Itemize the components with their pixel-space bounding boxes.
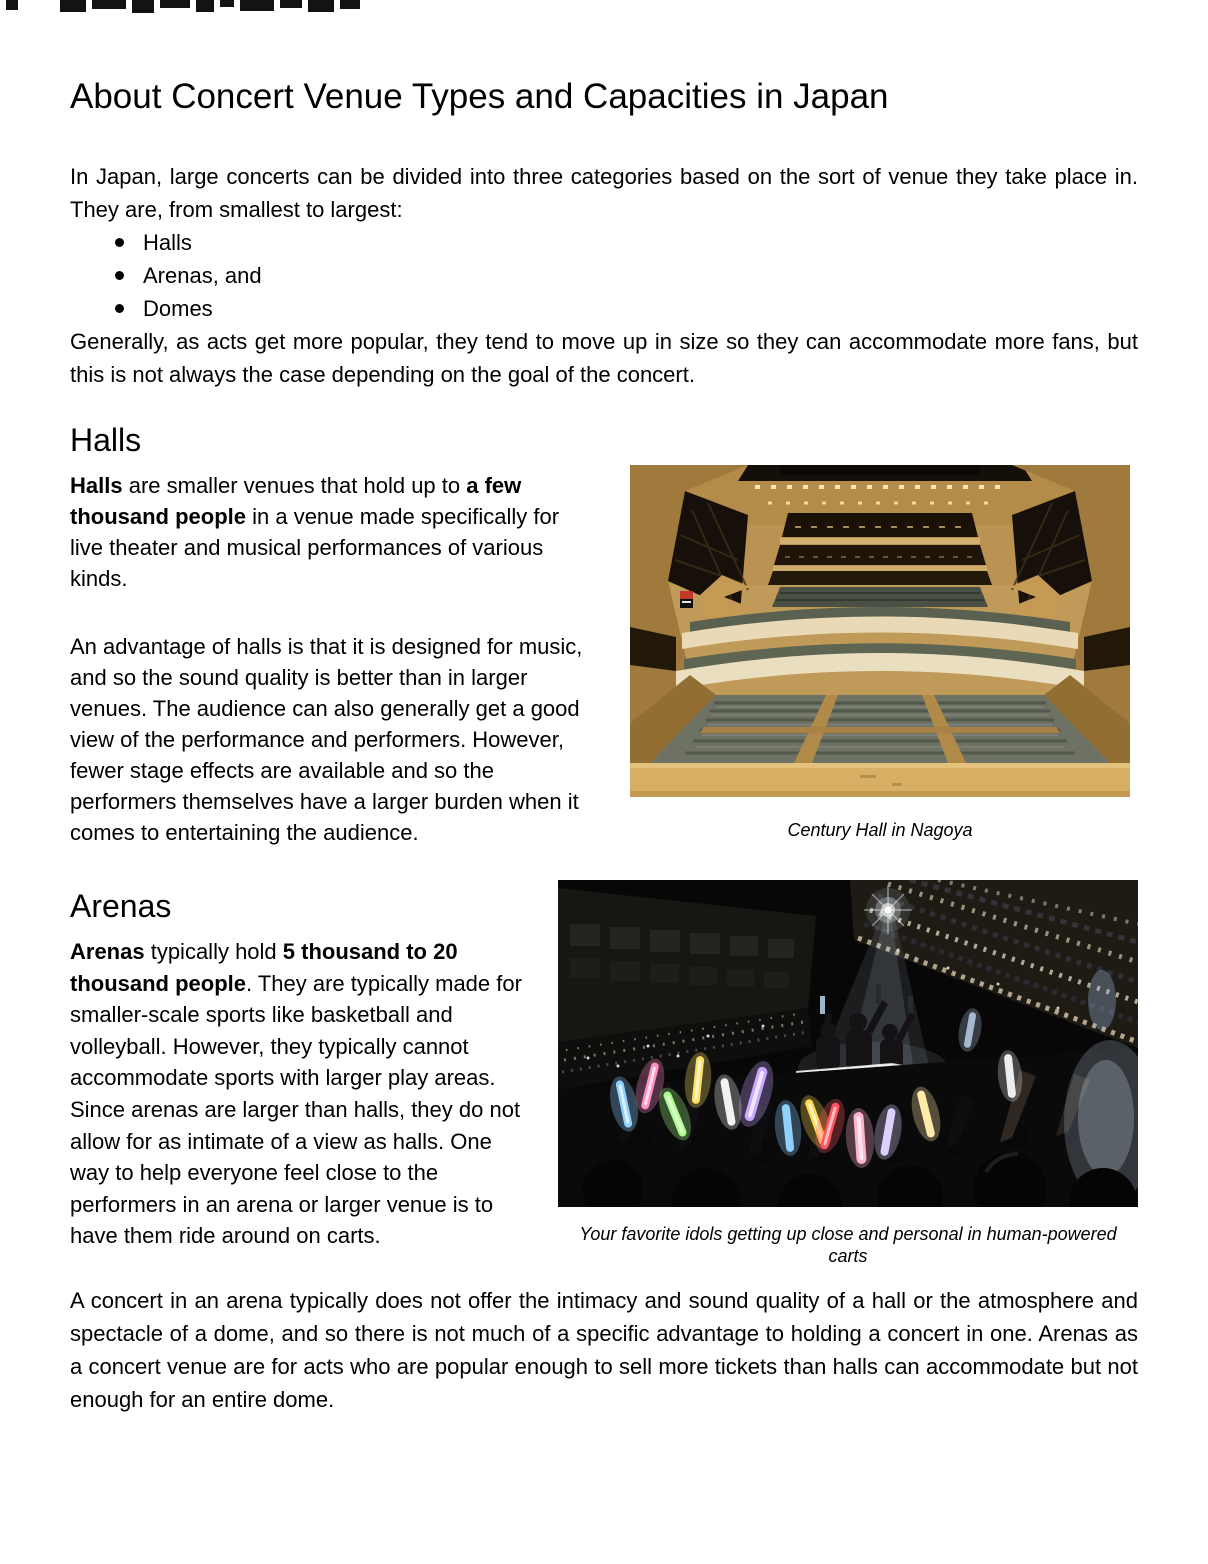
- document-title: About Concert Venue Types and Capacities in Japan: [70, 77, 889, 116]
- halls-paragraph-1: [70, 470, 586, 594]
- intro-paragraph-1: In Japan, large concerts can be divided into three categories based on the sort of venue they take place in. They are, from smallest to largest:: [70, 164, 1138, 222]
- arenas-paragraph-1: [70, 936, 522, 1252]
- arenas-heading: Arenas: [70, 888, 172, 924]
- list-item-label: Arenas, and: [143, 263, 262, 288]
- intro-section: [70, 160, 1138, 391]
- halls-paragraph-2: An advantage of halls is that it is designed for music, and so the sound quality is better than in larger venues. The audience can also generally get a good view of the performance and performers. However, fewer stage effects are available and so the performers themselves have a larger burden when it comes to entertaining the audience.: [70, 634, 583, 845]
- hall-photo-illustration: [630, 465, 1130, 797]
- halls-bold-capacity: a few thousand people: [70, 473, 522, 529]
- intro-paragraph-2: Generally, as acts get more popular, they tend to move up in size so they can accommodate more fans, but this is not always the case depending on the goal of the concert.: [70, 329, 1138, 387]
- halls-heading: Halls: [70, 422, 142, 458]
- arenas-bold-term: Arenas: [70, 939, 145, 964]
- halls-text-run: in a venue made specifically for live theater and musical performances of various kinds.: [70, 504, 560, 591]
- page-top-artifact: [0, 0, 1208, 16]
- arena-caption: Your favorite idols getting up close and personal in human-powered carts: [579, 1224, 1117, 1266]
- list-item-label: Halls: [143, 230, 192, 255]
- hall-caption: Century Hall in Nagoya: [787, 820, 973, 840]
- arenas-bold-capacity: 5 thousand to 20 thousand people: [70, 939, 458, 996]
- arenas-text-run: . They are typically made for smaller-scale sports like basketball and volleyball. However, they typically cannot accommodate sports with larger play areas. Since arenas are larger than halls, they do not allow for as intimate of a view as halls. One way to help everyone feel close to the performers in an arena or larger venue is to have them ride around on carts.: [70, 970, 522, 1249]
- hall-figure: [630, 465, 1130, 841]
- halls-text-run: are smaller venues that hold up to: [122, 473, 467, 498]
- hall-photo: [630, 465, 1130, 797]
- halls-bold-term: Halls: [70, 473, 123, 498]
- arena-photo-illustration: [558, 880, 1138, 1207]
- arena-figure: [558, 880, 1138, 1267]
- arenas-text-run: typically hold: [144, 939, 283, 964]
- list-item-halls: [70, 226, 1138, 259]
- venue-type-list: [70, 226, 1138, 325]
- list-item-domes: [70, 292, 1138, 325]
- halls-text-column: [70, 470, 586, 848]
- list-item-label: Domes: [143, 296, 213, 321]
- arenas-text-column: [70, 936, 522, 1252]
- arenas-closing-paragraph: A concert in an arena typically does not offer the intimacy and sound quality of a hall or the atmosphere and spectacle of a dome, and so there is not much of a specific advantage to holding a concert in one. Arenas as a concert venue are for acts who are popular enough to sell more tickets than halls can accommodate but not enough for an entire dome.: [70, 1288, 1138, 1412]
- list-item-arenas: [70, 259, 1138, 292]
- arena-photo: [558, 880, 1138, 1207]
